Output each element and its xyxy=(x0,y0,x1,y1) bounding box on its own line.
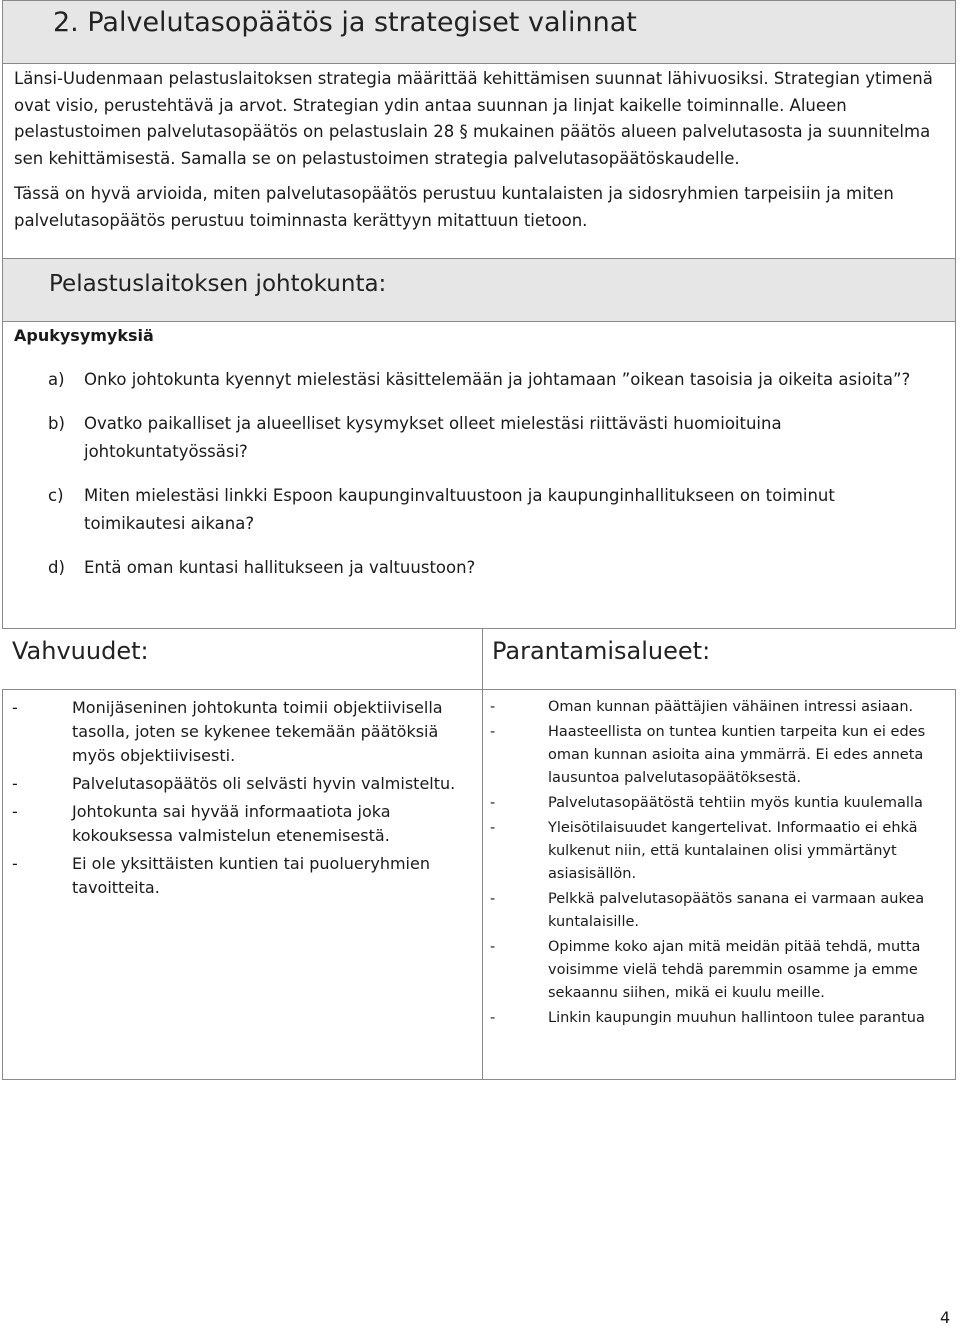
question-text: Miten mielestäsi linkki Espoon kaupunginvaltuustoon ja kaupunginhallitukseen on toiminut toimikautesi aikana? xyxy=(84,486,835,533)
list-item xyxy=(490,696,946,719)
bullet-dash: - xyxy=(490,724,496,740)
strengths-header xyxy=(2,628,482,690)
strength-text: Monijäseninen johtokunta toimii objektiivisella tasolla, joten se kykenee tekemään päätöksiä myös objektiivisesti. xyxy=(72,698,443,765)
question-list xyxy=(48,366,928,598)
question-item xyxy=(48,366,928,394)
page-number: 4 xyxy=(940,1308,951,1327)
list-item xyxy=(490,1007,946,1030)
question-text: Ovatko paikalliset ja alueelliset kysymykset olleet mielestäsi riittävästi huomioituina johtokuntatyössäsi? xyxy=(84,414,782,461)
column-divider xyxy=(482,628,483,1080)
bullet-dash: - xyxy=(490,795,496,811)
section-bar xyxy=(2,258,956,322)
question-marker: d) xyxy=(48,558,65,577)
bullet-dash: - xyxy=(490,1010,496,1026)
improvements-header xyxy=(482,628,956,690)
list-item xyxy=(490,792,946,815)
list-item xyxy=(490,721,946,790)
help-questions-heading: Apukysymyksiä xyxy=(14,326,154,345)
intro-paragraph-1: Länsi-Uudenmaan pelastuslaitoksen strategia määrittää kehittämisen suunnat lähivuosiksi. Strategian ytimenä ovat visio, perustehtävä ja arvot. Strategian ydin antaa suunnan ja linjat kaikelle toiminnalle. Alueen pelastustoimen palvelutasopäätös on pelastuslain 28 § mukainen päätös alueen palvelutasosta ja suunnitelma sen kehittämisestä. Samalla se on pelastustoimen strategia palvelutasopäätöskaudelle. xyxy=(14,69,933,168)
bullet-dash: - xyxy=(490,820,496,836)
bullet-dash: - xyxy=(12,854,18,873)
bullet-dash: - xyxy=(490,699,496,715)
list-item xyxy=(490,936,946,1005)
question-marker: a) xyxy=(48,370,65,389)
question-text: Onko johtokunta kyennyt mielestäsi käsittelemään ja johtamaan ”oikean tasoisia ja oikeita asioita”? xyxy=(84,370,911,389)
bullet-dash: - xyxy=(490,939,496,955)
bullet-dash: - xyxy=(12,774,18,793)
title-bar xyxy=(2,0,956,64)
improvement-text: Oman kunnan päättäjien vähäinen intressi asiaan. xyxy=(548,699,914,715)
question-item xyxy=(48,554,928,582)
bullet-dash: - xyxy=(12,698,18,717)
question-text: Entä oman kuntasi hallitukseen ja valtuustoon? xyxy=(84,558,476,577)
list-item xyxy=(12,800,472,848)
improvement-text: Haasteellista on tuntea kuntien tarpeita kun ei edes oman kunnan asioita aina ymmärrä. Ei edes anneta lausuntoa palvelutasopäätöksestä. xyxy=(548,724,926,786)
bullet-dash: - xyxy=(12,802,18,821)
improvement-text: Opimme koko ajan mitä meidän pitää tehdä, mutta voisimme vielä tehdä paremmin osamme ja emme sekaannu siihen, mikä ei kuulu meille. xyxy=(548,939,921,1001)
improvement-text: Linkin kaupungin muuhun hallintoon tulee parantua xyxy=(548,1010,925,1026)
improvements-title: Parantamisalueet: xyxy=(492,637,711,665)
question-marker: c) xyxy=(48,486,64,505)
page-title: 2. Palvelutasopäätös ja strategiset valinnat xyxy=(53,7,637,38)
strength-text: Ei ole yksittäisten kuntien tai puolueryhmien tavoitteita. xyxy=(72,854,430,897)
improvement-text: Pelkkä palvelutasopäätös sanana ei varmaan aukea kuntalaisille. xyxy=(548,891,925,930)
improvement-text: Yleisötilaisuudet kangertelivat. Informaatio ei ehkä kulkenut niin, että kuntalainen olisi ymmärtänyt asiasisällön. xyxy=(548,820,918,882)
list-item xyxy=(490,817,946,886)
list-item xyxy=(12,772,472,796)
improvement-text: Palvelutasopäätöstä tehtiin myös kuntia kuulemalla xyxy=(548,795,923,811)
intro-paragraph-2: Tässä on hyvä arvioida, miten palvelutasopäätös perustuu kuntalaisten ja sidosryhmien tarpeisiin ja miten palvelutasopäätös perustuu toiminnasta kerättyyn mitattuun tietoon. xyxy=(14,184,894,230)
improvements-list xyxy=(490,696,946,1032)
list-item xyxy=(12,696,472,768)
strengths-title: Vahvuudet: xyxy=(12,637,149,665)
question-item xyxy=(48,482,928,538)
question-marker: b) xyxy=(48,414,65,433)
question-item xyxy=(48,410,928,466)
intro-text xyxy=(14,66,944,234)
strength-text: Palvelutasopäätös oli selvästi hyvin valmisteltu. xyxy=(72,774,456,793)
strength-text: Johtokunta sai hyvää informaatiota joka kokouksessa valmistelun etenemisestä. xyxy=(72,802,391,845)
strengths-list xyxy=(12,696,472,904)
bullet-dash: - xyxy=(490,891,496,907)
list-item xyxy=(12,852,472,900)
list-item xyxy=(490,888,946,934)
section-title: Pelastuslaitoksen johtokunta: xyxy=(49,271,387,297)
